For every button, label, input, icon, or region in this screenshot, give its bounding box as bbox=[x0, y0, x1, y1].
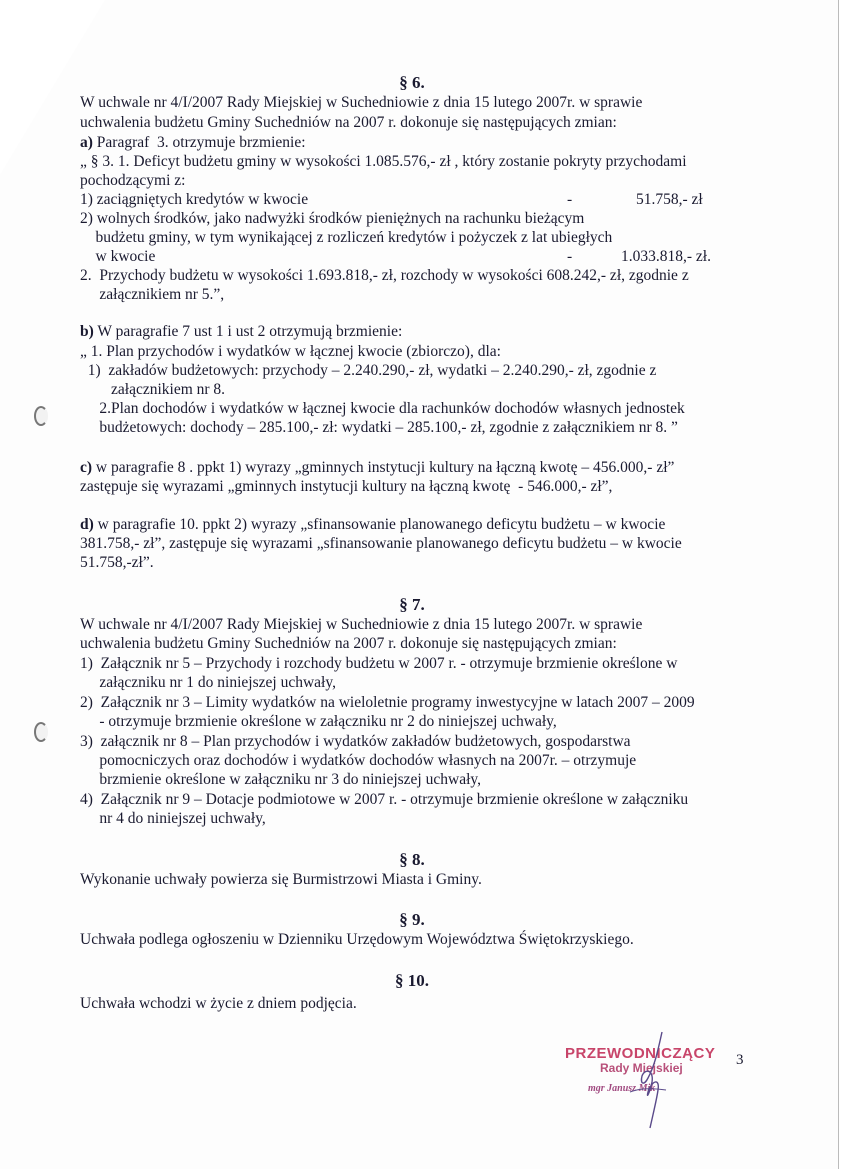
text-line: w kwocie bbox=[80, 248, 156, 265]
text-dash: - bbox=[567, 248, 573, 265]
stamp-name: mgr Janusz Mik bbox=[588, 1083, 656, 1094]
text-dash: - bbox=[567, 191, 573, 208]
section-10-heading: § 10. bbox=[395, 971, 429, 990]
text-line: Uchwała podlega ogłoszeniu w Dzienniku Urzędowym Województwa Świętokrzyskiego. bbox=[80, 931, 634, 948]
item-text: W paragrafie 7 ust 1 i ust 2 otrzymują brzmienie: bbox=[93, 323, 403, 340]
item-text: w paragrafie 8 . ppkt 1) wyrazy „gminnych instytucji kultury na łączną kwotę – 456.000,- zł” bbox=[92, 459, 675, 476]
item-text: w paragrafie 10. ppkt 2) wyrazy „sfinansowanie planowanego deficytu budżetu – w kwocie bbox=[93, 516, 666, 533]
text-line: - otrzymuje brzmienie określone w załączniku nr 2 do niniejszej uchwały, bbox=[80, 713, 557, 730]
punch-hole bbox=[34, 722, 48, 742]
text-line bbox=[80, 323, 402, 341]
text-line: 381.758,- zł”, zastępuje się wyrazami „sfinansowanie planowanego deficytu budżetu – w kwocie bbox=[80, 535, 682, 552]
text-line: zastępuje się wyrazami „gminnych instytucji kultury na łączną kwotę - 546.000,- zł”, bbox=[80, 478, 613, 495]
item-letter: b) bbox=[80, 323, 94, 340]
text-line bbox=[80, 134, 306, 152]
section-7-heading: § 7. bbox=[399, 595, 425, 614]
text-line: W uchwale nr 4/I/2007 Rady Miejskiej w Suchedniowie z dnia 15 lutego 2007r. w sprawie bbox=[80, 616, 643, 633]
text-line: 2) wolnych środków, jako nadwyżki środków pieniężnych na rachunku bieżącym bbox=[80, 210, 585, 227]
text-line: budżetu gminy, w tym wynikającej z rozliczeń kredytów i pożyczek z lat ubiegłych bbox=[80, 229, 613, 246]
text-line: W uchwale nr 4/I/2007 Rady Miejskiej w Suchedniowie z dnia 15 lutego 2007r. w sprawie bbox=[80, 94, 643, 111]
page-number: 3 bbox=[736, 1052, 744, 1068]
text-line: „ § 3. 1. Deficyt budżetu gminy w wysokości 1.085.576,- zł , który zostanie pokryty przychodami bbox=[80, 153, 687, 170]
text-line: 3) załącznik nr 8 – Plan przychodów i wydatków zakładów budżetowych, gospodarstwa bbox=[80, 733, 631, 750]
item-letter: a) bbox=[80, 134, 93, 151]
text-line: 1) Załącznik nr 5 – Przychody i rozchody budżetu w 2007 r. - otrzymuje brzmienie określone w bbox=[80, 655, 678, 672]
text-line: uchwalenia budżetu Gminy Suchedniów na 2007 r. dokonuje się następujących zmian: bbox=[80, 114, 617, 131]
text-line: 2. Przychody budżetu w wysokości 1.693.818,- zł, rozchody w wysokości 608.242,- zł, zgodnie z bbox=[80, 267, 689, 284]
text-line: pochodzącymi z: bbox=[80, 172, 186, 189]
section-9-heading: § 9. bbox=[399, 910, 425, 929]
punch-hole bbox=[34, 406, 48, 426]
text-line: 2.Plan dochodów i wydatków w łącznej kwocie dla rachunków dochodów własnych jednostek bbox=[80, 400, 685, 417]
page-edge bbox=[838, 0, 850, 1169]
text-line bbox=[80, 459, 674, 477]
item-text: Paragraf 3. otrzymuje brzmienie: bbox=[92, 134, 306, 151]
text-line: nr 4 do niniejszej uchwały, bbox=[80, 810, 266, 827]
item-letter: c) bbox=[80, 459, 93, 476]
text-line: Wykonanie uchwały powierza się Burmistrzowi Miasta i Gminy. bbox=[80, 871, 482, 888]
amount: 51.758,- zł bbox=[636, 191, 703, 208]
text-line: załącznikiem nr 5.”, bbox=[80, 286, 225, 303]
text-line: 1) zaciągniętych kredytów w kwocie bbox=[80, 191, 309, 208]
text-line: „ 1. Plan przychodów i wydatków w łącznej kwocie (zbiorczo), dla: bbox=[80, 343, 501, 360]
signature bbox=[600, 1030, 700, 1130]
amount: 1.033.818,- zł. bbox=[621, 248, 711, 265]
text-line: 4) Załącznik nr 9 – Dotacje podmiotowe w 2007 r. - otrzymuje brzmienie określone w załączniku bbox=[80, 791, 689, 808]
section-8-heading: § 8. bbox=[399, 850, 425, 869]
text-line: pomocniczych oraz dochodów i wydatków dochodów własnych na 2007r. – otrzymuje bbox=[80, 752, 637, 769]
text-line: załącznikiem nr 8. bbox=[80, 381, 226, 398]
text-line: uchwalenia budżetu Gminy Suchedniów na 2007 r. dokonuje się następujących zmian: bbox=[80, 635, 617, 652]
stamp-title: PRZEWODNICZĄCY bbox=[565, 1045, 716, 1062]
text-line: załączniku nr 1 do niniejszej uchwały, bbox=[80, 674, 336, 691]
text-line: budżetowych: dochody – 285.100,- zł: wydatki – 285.100,- zł, zgodnie z załącznikiem nr 8. ” bbox=[80, 419, 678, 436]
text-line: Uchwała wchodzi w życie z dniem podjęcia. bbox=[80, 995, 357, 1012]
text-line: 1) zakładów budżetowych: przychody – 2.240.290,- zł, wydatki – 2.240.290,- zł, zgodnie z bbox=[80, 362, 657, 379]
stamp-subtitle: Rady Miejskiej bbox=[600, 1061, 683, 1075]
text-line: 51.758,-zł”. bbox=[80, 554, 154, 571]
text-line: brzmienie określone w załączniku nr 3 do niniejszej uchwały, bbox=[80, 771, 481, 788]
section-6-heading: § 6. bbox=[399, 73, 425, 92]
item-letter: d) bbox=[80, 516, 94, 533]
text-line: 2) Załącznik nr 3 – Limity wydatków na wieloletnie programy inwestycyjne w latach 2007 – 2009 bbox=[80, 694, 695, 711]
text-line bbox=[80, 516, 665, 534]
